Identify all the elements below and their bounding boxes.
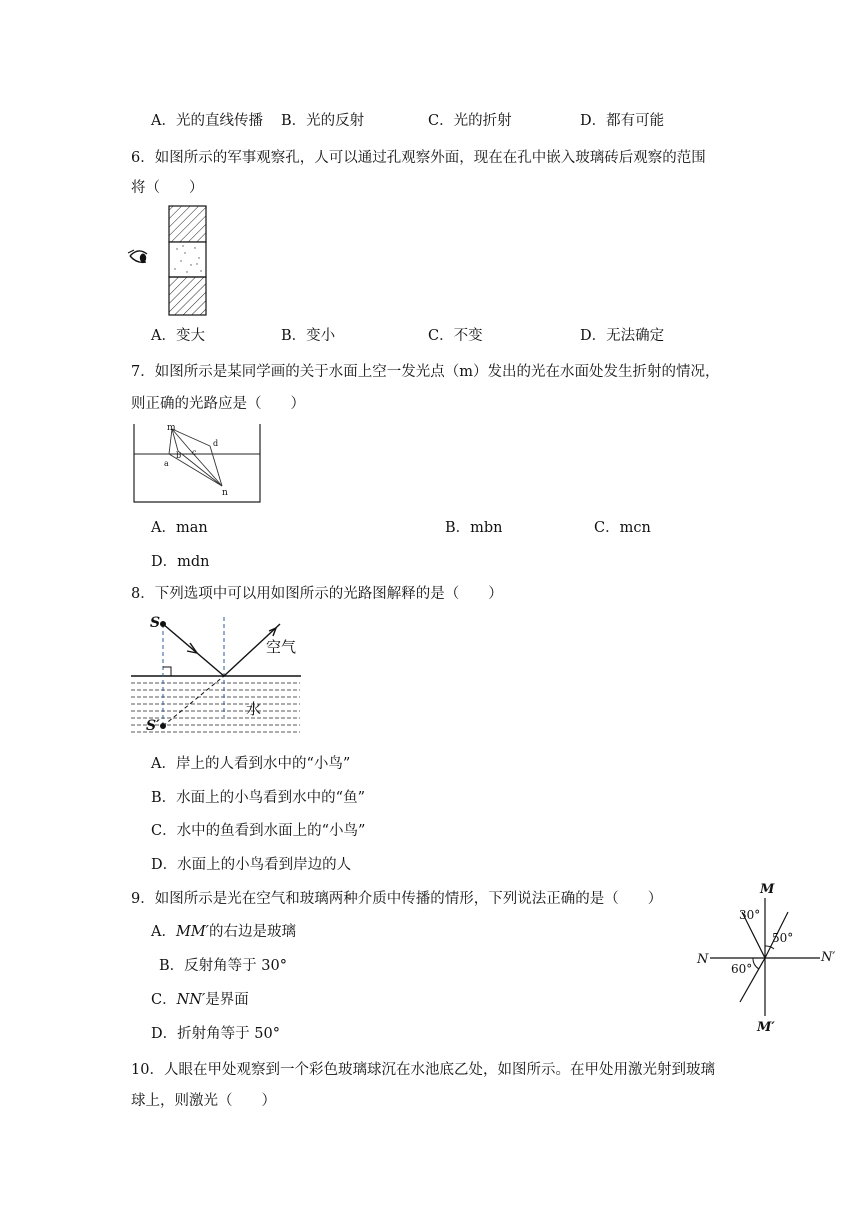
label-angle-30: 30°: [739, 908, 761, 922]
label-angle-60: 60°: [731, 962, 753, 976]
q6-option-b: B．变小: [281, 328, 336, 344]
q10-stem-line2: 球上，则激光（ ）: [131, 1093, 276, 1109]
q6-figure-observation-hole: [125, 203, 215, 318]
label-angle-50: 50°: [772, 931, 794, 945]
label-b: b: [176, 451, 182, 460]
q6-option-c: C．不变: [428, 328, 483, 344]
incident-ray: [163, 624, 224, 676]
label-s: S: [150, 615, 161, 631]
q9-figure-glass-air: [690, 876, 850, 1036]
q6-option-d: D．无法确定: [580, 328, 665, 344]
virtual-ray: [163, 676, 224, 726]
q7-figure-refraction: [128, 420, 268, 508]
wall-bottom-block: [169, 277, 206, 315]
label-m-prime: M′: [757, 1020, 775, 1035]
q9-option-a-text: 的右边是玻璃: [208, 924, 296, 940]
label-n: N: [697, 952, 709, 967]
q9-option-a-letter: A．: [151, 924, 176, 940]
wall-top-block: [169, 206, 206, 242]
q9-stem-line1: 9．如图所示是光在空气和玻璃两种介质中传播的情形，下列说法正确的是（ ）: [131, 891, 663, 907]
q6-stem-line2: 将（ ）: [131, 180, 204, 196]
angle-arc-60: [753, 958, 759, 969]
q9-option-b-letter: B．: [159, 958, 185, 974]
q9-option-c-symbol: NN′: [176, 992, 206, 1008]
point-s-image: [160, 723, 166, 729]
label-m: M: [760, 882, 775, 897]
label-s-image: S′: [146, 718, 160, 734]
q5-option-a: A．光的直线传播: [151, 113, 263, 129]
q6-option-a: A．变大: [151, 328, 205, 344]
q8-option-a: A．岸上的人看到水中的“小鸟”: [151, 756, 351, 772]
label-n-prime: N′: [821, 950, 836, 965]
q9-option-d: [151, 1024, 280, 1044]
container-outline: [134, 424, 260, 502]
q9-option-a-symbol: MM′: [175, 924, 209, 940]
q9-option-a: [151, 922, 296, 942]
q9-option-c: [151, 990, 249, 1010]
q7-option-b: B．mbn: [445, 520, 503, 536]
q7-option-c: C．mcn: [594, 520, 651, 536]
eye-icon: [128, 250, 147, 263]
label-n: n: [222, 488, 228, 498]
label-a: a: [164, 459, 169, 468]
q9-option-d-letter: D．: [151, 1026, 178, 1042]
q9-option-b-text: 反射角等于 30°: [184, 958, 287, 974]
q7-option-d: D．mdn: [151, 554, 210, 570]
q7-option-a: A．man: [151, 520, 208, 536]
q8-stem-line1: 8．下列选项中可以用如图所示的光路图解释的是（ ）: [131, 586, 503, 602]
point-s: [160, 621, 166, 627]
q10-stem-line1: 10．人眼在甲处观察到一个彩色玻璃球沉在水池底乙处，如图所示。在甲处用激光射到玻璃: [131, 1062, 715, 1078]
right-angle-mark: [163, 667, 171, 676]
label-c: c: [192, 448, 197, 457]
label-d: d: [213, 439, 219, 448]
q9-option-c-text: 是界面: [205, 992, 249, 1008]
q8-option-d: D．水面上的小鸟看到岸边的人: [151, 857, 352, 873]
q7-stem-line2: 则正确的光路应是（ ）: [131, 396, 305, 412]
label-m: m: [167, 423, 176, 433]
q6-stem-line1: 6．如图所示的军事观察孔，人可以通过孔观察外面，现在在孔中嵌入玻璃砖后观察的范围: [131, 150, 706, 166]
q9-option-b: [159, 956, 287, 976]
q8-option-c: C．水中的鱼看到水面上的“小鸟”: [151, 823, 366, 839]
q8-figure-reflection: [128, 612, 303, 737]
q5-option-c: C．光的折射: [428, 113, 512, 129]
q9-option-d-text: 折射角等于 50°: [177, 1026, 280, 1042]
q5-option-b: B．光的反射: [281, 113, 365, 129]
label-air: 空气: [266, 638, 297, 656]
label-water: 水: [246, 700, 262, 718]
q7-stem-line1: 7．如图所示是某同学画的关于水面上空一发光点（m）发出的光在水面处发生折射的情况，: [131, 364, 720, 380]
q8-option-b: B．水面上的小鸟看到水中的“鱼”: [151, 790, 365, 806]
reflected-arrow: [269, 628, 276, 636]
q5-option-d: D．都有可能: [580, 113, 665, 129]
q9-option-c-letter: C．: [151, 992, 177, 1008]
